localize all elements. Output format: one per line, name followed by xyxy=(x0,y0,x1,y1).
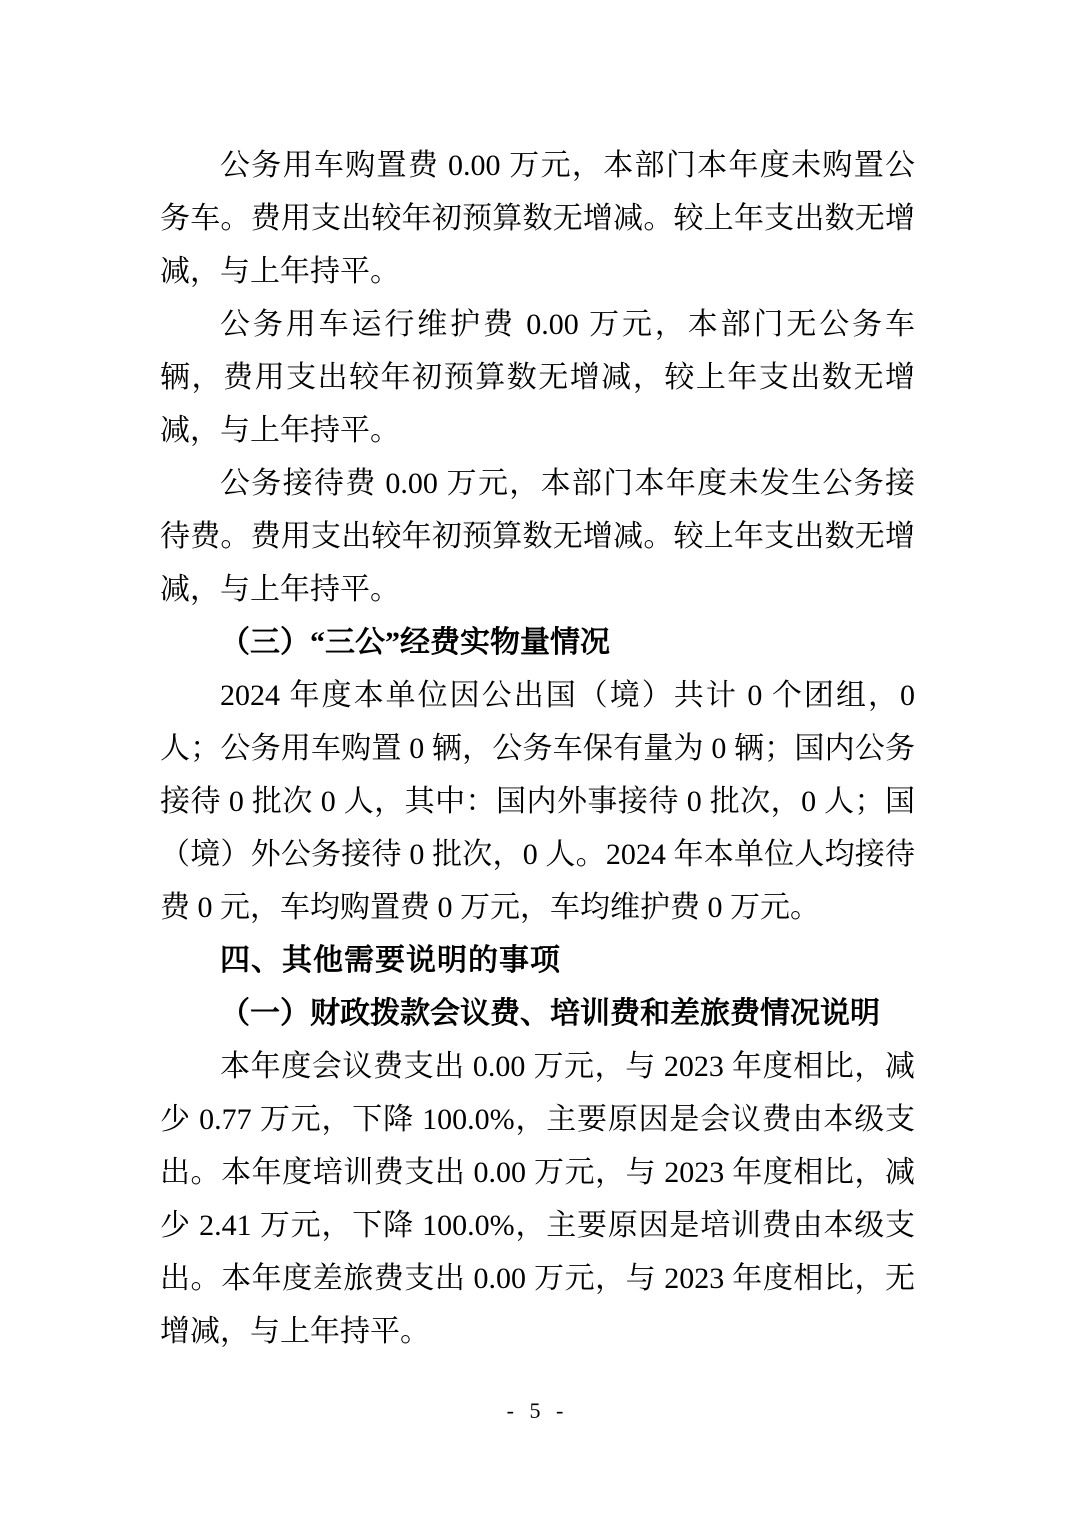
paragraph-vehicle-purchase-fee: 公务用车购置费 0.00 万元，本部门本年度未购置公务车。费用支出较年初预算数无增减。较上年支出数无增减，与上年持平。 xyxy=(160,149,915,288)
paragraph-meeting-training-travel-fees: 本年度会议费支出 0.00 万元，与 2023 年度相比，减少 0.77 万元，下降 100.0%，主要原因是会议费由本级支出。本年度培训费支出 0.00 万元，与 2023 年度相比，减少 2.41 万元，下降 100.0%，主要原因是培训费由本级支出。本年度差旅费支出 0.00 万元，与 2023 年度相比，无增减，与上年持平。 xyxy=(160,1050,915,1348)
heading-section-4-other-matters: 四、其他需要说明的事项 xyxy=(220,944,561,977)
paragraph-vehicle-maintenance-fee: 公务用车运行维护费 0.00 万元，本部门无公务车辆，费用支出较年初预算数无增减，较上年支出数无增减，与上年持平。 xyxy=(160,308,915,447)
document-body xyxy=(160,139,915,1358)
heading-section-3-physical-quantity: （三）“三公”经费实物量情况 xyxy=(220,626,610,659)
heading-section-4-1-fiscal-fees: （一）财政拨款会议费、培训费和差旅费情况说明 xyxy=(220,997,880,1030)
page-number: - 5 - xyxy=(506,1398,569,1423)
paragraph-official-reception-fee: 公务接待费 0.00 万元，本部门本年度未发生公务接待费。费用支出较年初预算数无增减。较上年支出数无增减，与上年持平。 xyxy=(160,467,915,606)
paragraph-physical-quantity-details: 2024 年度本单位因公出国（境）共计 0 个团组，0 人；公务用车购置 0 辆，公务车保有量为 0 辆；国内公务接待 0 批次 0 人，其中：国内外事接待 0 批次，0 人；国（境）外公务接待 0 批次，0 人。2024 年本单位人均接待费 0 元，车均购置费 0 万元，车均维护费 0 万元。 xyxy=(160,679,915,924)
